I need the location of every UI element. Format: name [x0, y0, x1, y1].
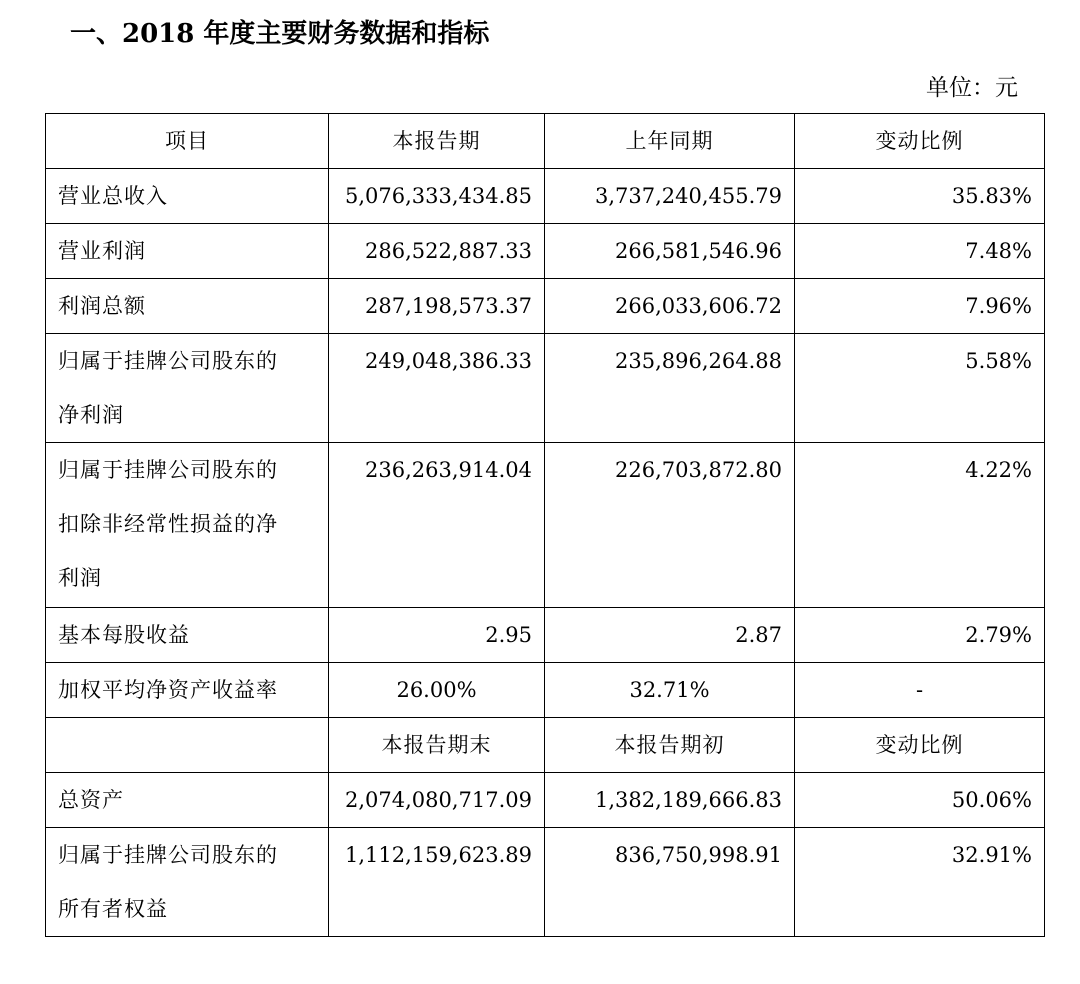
current-value: 249,048,386.33	[329, 334, 545, 443]
current-value: 1,112,159,623.89	[329, 828, 545, 937]
previous-value: 3,737,240,455.79	[545, 169, 795, 224]
unit-label: 单位：元	[926, 75, 1018, 101]
subheader-cell-period-start: 本报告期初	[545, 718, 795, 773]
row-label: 加权平均净资产收益率	[46, 663, 329, 718]
table-row	[46, 443, 1045, 608]
row-label: 基本每股收益	[46, 608, 329, 663]
previous-value: 32.71%	[545, 663, 795, 718]
header-cell-current-period: 本报告期	[329, 114, 545, 169]
header-cell-item: 项目	[46, 114, 329, 169]
change-value: 4.22%	[795, 443, 1045, 608]
table-row	[46, 334, 1045, 443]
table-row	[46, 169, 1045, 224]
change-value: 7.48%	[795, 224, 1045, 279]
previous-value: 266,033,606.72	[545, 279, 795, 334]
current-value: 286,522,887.33	[329, 224, 545, 279]
previous-value: 266,581,546.96	[545, 224, 795, 279]
table-row	[46, 828, 1045, 937]
change-value: 35.83%	[795, 169, 1045, 224]
table-row	[46, 224, 1045, 279]
change-value: 7.96%	[795, 279, 1045, 334]
current-value: 287,198,573.37	[329, 279, 545, 334]
table-row	[46, 608, 1045, 663]
change-value: -	[795, 663, 1045, 718]
previous-value: 2.87	[545, 608, 795, 663]
previous-value: 226,703,872.80	[545, 443, 795, 608]
previous-value: 235,896,264.88	[545, 334, 795, 443]
header-cell-previous-period: 上年同期	[545, 114, 795, 169]
change-value: 2.79%	[795, 608, 1045, 663]
row-label: 利润总额	[46, 279, 329, 334]
row-label: 营业利润	[46, 224, 329, 279]
change-value: 32.91%	[795, 828, 1045, 937]
row-label: 总资产	[46, 773, 329, 828]
section-title: 一、2018 年度主要财务数据和指标	[70, 19, 490, 49]
subheader-cell-change-ratio: 变动比例	[795, 718, 1045, 773]
row-label: 归属于挂牌公司股东的 净利润	[46, 334, 329, 443]
current-value: 236,263,914.04	[329, 443, 545, 608]
subheader-cell-period-end: 本报告期末	[329, 718, 545, 773]
previous-value: 1,382,189,666.83	[545, 773, 795, 828]
row-label: 归属于挂牌公司股东的 扣除非经常性损益的净 利润	[46, 443, 329, 608]
table-row	[46, 773, 1045, 828]
header-cell-change-ratio: 变动比例	[795, 114, 1045, 169]
change-value: 50.06%	[795, 773, 1045, 828]
current-value: 2.95	[329, 608, 545, 663]
table-row	[46, 279, 1045, 334]
current-value: 2,074,080,717.09	[329, 773, 545, 828]
change-value: 5.58%	[795, 334, 1045, 443]
row-label: 归属于挂牌公司股东的 所有者权益	[46, 828, 329, 937]
previous-value: 836,750,998.91	[545, 828, 795, 937]
table-row	[46, 663, 1045, 718]
current-value: 5,076,333,434.85	[329, 169, 545, 224]
table-subheader-row	[46, 718, 1045, 773]
subheader-cell-empty	[46, 718, 329, 773]
current-value: 26.00%	[329, 663, 545, 718]
row-label: 营业总收入	[46, 169, 329, 224]
financial-data-table	[45, 113, 1045, 937]
table-header-row	[46, 114, 1045, 169]
